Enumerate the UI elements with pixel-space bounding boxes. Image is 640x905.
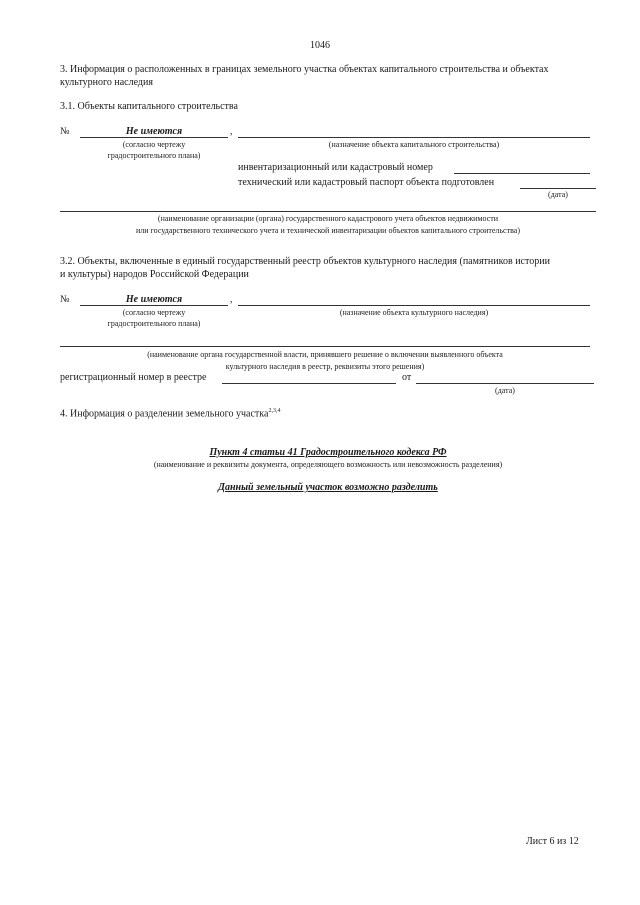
comma-3-2: , bbox=[230, 294, 233, 305]
section3-heading-line2: культурного наследия bbox=[60, 77, 153, 88]
section3-2-title-line2: и культуры) народов Российской Федерации bbox=[60, 269, 249, 280]
caption-object-name-3-2: (назначение объекта культурного наследия) bbox=[339, 308, 489, 317]
section4-title-text: 4. Информация о разделении земельного участка bbox=[60, 408, 269, 420]
document-value: Пункт 4 статьи 41 Градостроительного кодекса РФ bbox=[209, 447, 447, 458]
number-sign-3-2: № bbox=[60, 294, 70, 305]
caption-plan-3-1-line2: градостроительного плана) bbox=[107, 151, 201, 160]
from-label: от bbox=[402, 372, 412, 383]
sheet-label: Лист 6 из 12 bbox=[526, 836, 579, 847]
page-number: 1046 bbox=[310, 40, 330, 51]
inventory-number-label: инвентаризационный или кадастровый номер bbox=[238, 162, 433, 173]
registry-number-line bbox=[222, 383, 396, 384]
caption-plan-3-1-line1: (согласно чертежу bbox=[122, 140, 186, 149]
object-number-value-3-2: Не имеются bbox=[125, 294, 183, 305]
section4-title bbox=[60, 408, 280, 419]
object-number-underline-3-1 bbox=[80, 137, 228, 138]
passport-label: технический или кадастровый паспорт объекта подготовлен bbox=[238, 177, 495, 188]
inventory-number-line bbox=[454, 173, 590, 174]
registry-number-label: регистрационный номер в реестре bbox=[60, 372, 207, 383]
footnote-refs: 2,3,4 bbox=[268, 408, 281, 414]
object-name-line-3-1 bbox=[238, 137, 590, 138]
registry-date-line bbox=[416, 383, 594, 384]
object-number-underline-3-2 bbox=[80, 305, 228, 306]
authority-caption-line1: (наименование органа государственной власти, принявшего решение о включении выявленного объекта bbox=[147, 350, 503, 359]
caption-plan-3-2-line2: градостроительного плана) bbox=[107, 319, 201, 328]
section3-heading-line1: 3. Информация о расположенных в границах земельного участка объектах капитального строительства и объектах bbox=[60, 64, 549, 75]
org-caption-line2: или государственного технического учета и технической инвентаризации объектов капитального строительства) bbox=[135, 226, 520, 235]
section3-1-title: 3.1. Объекты капитального строительства bbox=[60, 101, 238, 112]
authority-caption-line2: культурного наследия в реестр, реквизиты этого решения) bbox=[225, 362, 425, 371]
object-name-line-3-2 bbox=[238, 305, 590, 306]
authority-line bbox=[60, 346, 590, 347]
section3-2-title-line1: 3.2. Объекты, включенные в единый государственный реестр объектов культурного наследия (памятников истории bbox=[60, 256, 550, 267]
passport-date-line bbox=[520, 188, 596, 189]
org-caption-line1: (наименование организации (органа) государственного кадастрового учета объектов недвижимости bbox=[157, 214, 499, 223]
number-sign-3-1: № bbox=[60, 126, 70, 137]
document-caption: (наименование и реквизиты документа, определяющего возможность или невозможность разделения) bbox=[153, 460, 503, 469]
division-conclusion: Данный земельный участок возможно разделить bbox=[218, 482, 438, 493]
organization-line bbox=[60, 211, 596, 212]
comma-3-1: , bbox=[230, 126, 233, 137]
date-caption-3-1: (дата) bbox=[548, 190, 568, 199]
object-number-value-3-1: Не имеются bbox=[125, 126, 183, 137]
caption-object-name-3-1: (назначение объекта капитального строительства) bbox=[328, 140, 500, 149]
caption-plan-3-2-line1: (согласно чертежу bbox=[122, 308, 186, 317]
date-caption-3-2: (дата) bbox=[495, 386, 515, 395]
